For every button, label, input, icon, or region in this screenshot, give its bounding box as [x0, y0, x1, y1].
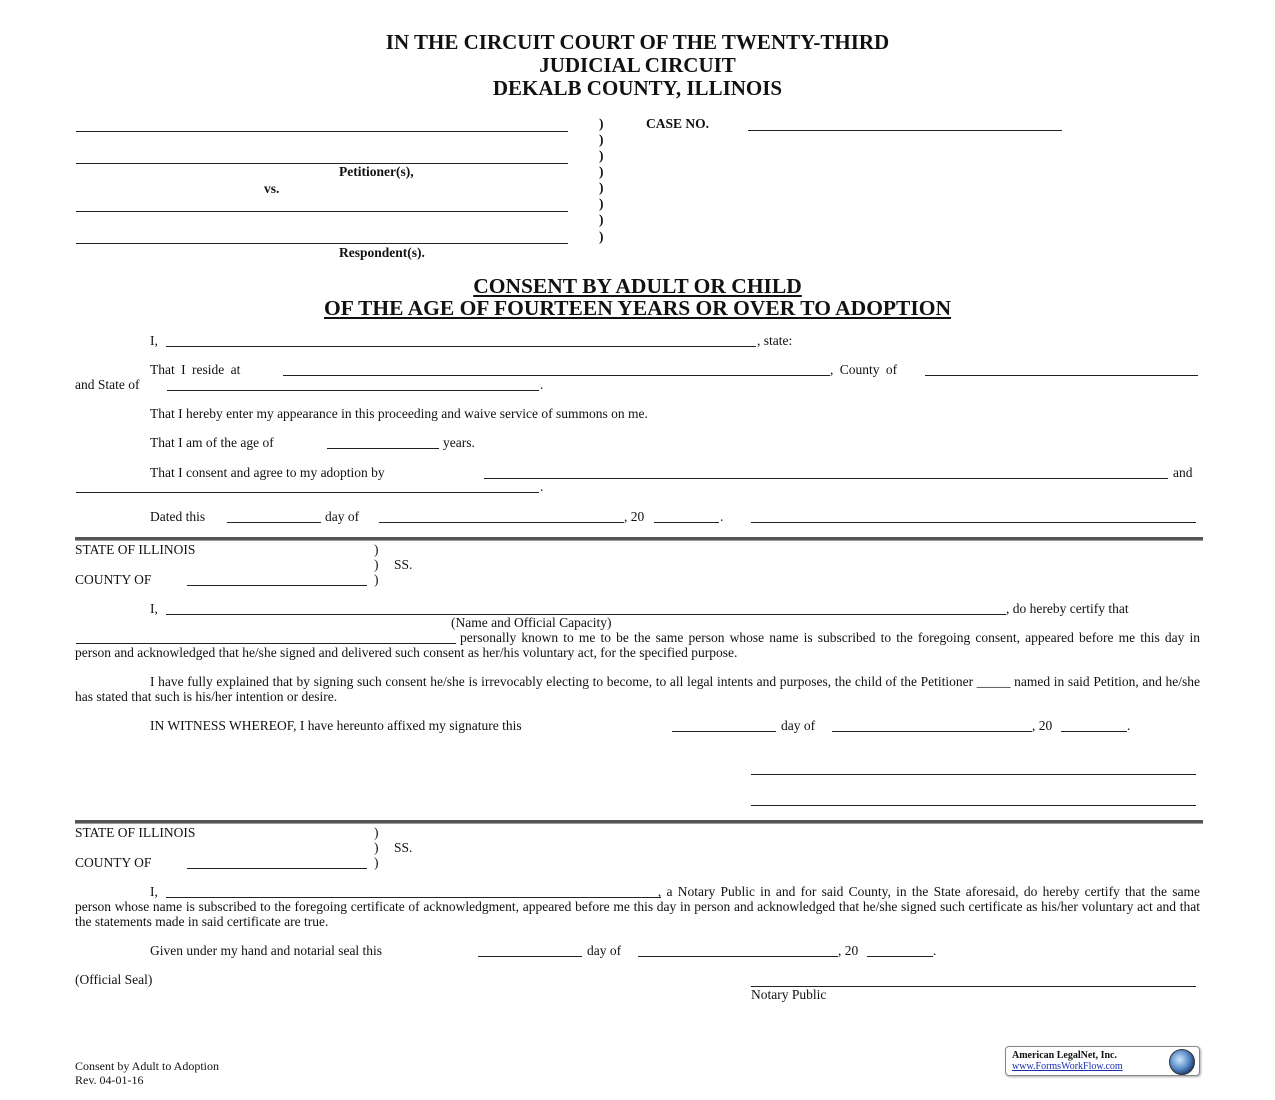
age-suffix: years.: [443, 435, 475, 450]
adopter-period: .: [540, 479, 544, 494]
section-divider: [75, 820, 1203, 824]
witness-day-field[interactable]: [672, 730, 776, 732]
acknowledged-person-field[interactable]: [76, 642, 456, 644]
ack-county-label: COUNTY OF: [75, 572, 152, 587]
notary-paren: ): [374, 840, 379, 855]
petitioner-name-line-2[interactable]: [76, 162, 568, 164]
county-of-label: , County of: [830, 362, 898, 377]
petitioner-label: Petitioner(s),: [339, 164, 414, 179]
notary-year-field[interactable]: [867, 955, 933, 957]
caption-paren: ): [599, 148, 604, 163]
ack-paren: ): [374, 542, 379, 557]
dated-month-field[interactable]: [379, 521, 624, 523]
reside-label: That I reside at: [150, 362, 241, 377]
witness-year-field[interactable]: [1061, 730, 1127, 732]
caption-paren: ): [599, 164, 604, 179]
ack-state-label: STATE OF ILLINOIS: [75, 542, 196, 557]
notary-paren: ): [374, 825, 379, 840]
form-name: Consent by Adult to Adoption: [75, 1059, 220, 1073]
form-revision: Rev. 04-01-16: [75, 1073, 144, 1087]
publisher-link[interactable]: www.FormsWorkFlow.com: [1012, 1061, 1123, 1072]
notary-i-prefix: I,: [150, 884, 158, 899]
notary-day-field[interactable]: [478, 955, 582, 957]
state-period: .: [540, 377, 544, 392]
ack-paragraph-1-text: personally known to me to be the same person whose name is subscribed to the foregoing consent, appeared before me this day in person and acknowledged that he/she signed and delivered such consent as her/his voluntary act, for the specified purpose.: [75, 630, 1200, 660]
respondent-name-line-2[interactable]: [76, 242, 568, 244]
notary-name-field[interactable]: [166, 896, 661, 898]
official-signature-line[interactable]: [751, 773, 1196, 775]
petitioner-name-line-1[interactable]: [76, 130, 568, 132]
appearance-statement: That I hereby enter my appearance in this proceeding and waive service of summons on me.: [150, 406, 648, 421]
notary-county-label: COUNTY OF: [75, 855, 152, 870]
witness-period: .: [1127, 718, 1131, 733]
case-number-label: CASE NO.: [646, 116, 710, 131]
name-capacity-caption: (Name and Official Capacity): [451, 615, 612, 630]
ack-paren: ): [374, 557, 379, 572]
ack-paragraph-2: [75, 674, 1200, 704]
caption-paren: ): [599, 196, 604, 211]
notary-paren: ): [374, 855, 379, 870]
ack-paren: ): [374, 572, 379, 587]
state-field[interactable]: [167, 389, 539, 391]
court-name-line-3: DEKALB COUNTY, ILLINOIS: [492, 76, 783, 100]
declarant-prefix: I,: [150, 333, 158, 348]
notary-month-field[interactable]: [638, 955, 838, 957]
adoption-by-label: That I consent and agree to my adoption by: [150, 465, 385, 480]
witness-month-field[interactable]: [832, 730, 1032, 732]
declarant-name-field[interactable]: [166, 345, 756, 347]
certify-suffix: , do hereby certify that: [1006, 601, 1129, 616]
age-field[interactable]: [327, 447, 439, 449]
respondent-label: Respondent(s).: [339, 245, 425, 260]
court-name-line-2: JUDICIAL CIRCUIT: [539, 53, 736, 77]
residence-address-field[interactable]: [283, 374, 830, 376]
caption-paren: ): [599, 132, 604, 147]
year-period: .: [720, 509, 724, 524]
publisher-name: American LegalNet, Inc.: [1012, 1050, 1117, 1061]
notary-day-of: day of: [587, 943, 622, 958]
official-title-line[interactable]: [751, 804, 1196, 806]
notary-paragraph: [75, 884, 1200, 929]
globe-icon: [1169, 1049, 1195, 1075]
caption-paren: ): [599, 212, 604, 227]
witness-day-of: day of: [781, 718, 816, 733]
section-divider: [75, 537, 1203, 541]
notary-county-field[interactable]: [187, 867, 367, 869]
age-label: That I am of the age of: [150, 435, 274, 450]
adoption-and-label: and: [1173, 465, 1193, 480]
caption-paren: ): [599, 229, 604, 244]
ack-i-prefix: I,: [150, 601, 158, 616]
notary-paragraph-text: , a Notary Public in and for said County, in the State aforesaid, do hereby certify that the same person whose name is subscribed to the foregoing certificate of acknowledgment, appeared before me this day in person and acknowledged that he/she signed such certificate as his/her voluntary act and that the statements made in said certificate are true.: [75, 884, 1200, 929]
case-number-field[interactable]: [748, 129, 1062, 131]
ack-county-field[interactable]: [187, 584, 367, 586]
declarant-suffix: , state:: [757, 333, 793, 348]
day-of-label: day of: [325, 509, 360, 524]
notary-year-period: .: [933, 943, 937, 958]
official-seal-label: (Official Seal): [75, 972, 153, 987]
vs-label: vs.: [264, 181, 280, 196]
dated-this-label: Dated this: [150, 509, 206, 524]
caption-paren: ): [599, 180, 604, 195]
county-field[interactable]: [925, 374, 1198, 376]
adopter-name-field-1[interactable]: [484, 477, 1168, 479]
dated-day-field[interactable]: [227, 521, 321, 523]
court-name-line-1: IN THE CIRCUIT COURT OF THE TWENTY-THIRD: [385, 30, 890, 54]
witness-year-prefix: , 20: [1032, 718, 1053, 733]
year-prefix: , 20: [624, 509, 645, 524]
consenter-signature-line[interactable]: [751, 521, 1196, 523]
dated-year-field[interactable]: [654, 521, 719, 523]
document-title-line-2: OF THE AGE OF FOURTEEN YEARS OR OVER TO ADOPTION: [323, 296, 952, 320]
ack-paragraph-2-text: I have fully explained that by signing such consent he/she is irrevocably electing to become, to all legal intents and purposes, the child of the Petitioner _____ named in said Petition, and he/she has stated that such is his/her intention or desire.: [75, 674, 1200, 704]
notary-ss-label: SS.: [394, 840, 413, 855]
ack-ss-label: SS.: [394, 557, 413, 572]
notary-year-prefix: , 20: [838, 943, 859, 958]
witness-label: IN WITNESS WHEREOF, I have hereunto affixed my signature this: [150, 718, 522, 733]
document-title-line-1: CONSENT BY ADULT OR CHILD: [473, 274, 802, 298]
adopter-name-field-2[interactable]: [76, 491, 539, 493]
ack-paragraph-1: [75, 630, 1200, 660]
publisher-logo: [1005, 1046, 1200, 1076]
state-of-label: and State of: [75, 377, 140, 392]
notary-state-label: STATE OF ILLINOIS: [75, 825, 196, 840]
respondent-name-line-1[interactable]: [76, 210, 568, 212]
given-under-label: Given under my hand and notarial seal this: [150, 943, 383, 958]
notary-public-label: Notary Public: [751, 987, 827, 1002]
caption-paren: ): [599, 116, 604, 131]
